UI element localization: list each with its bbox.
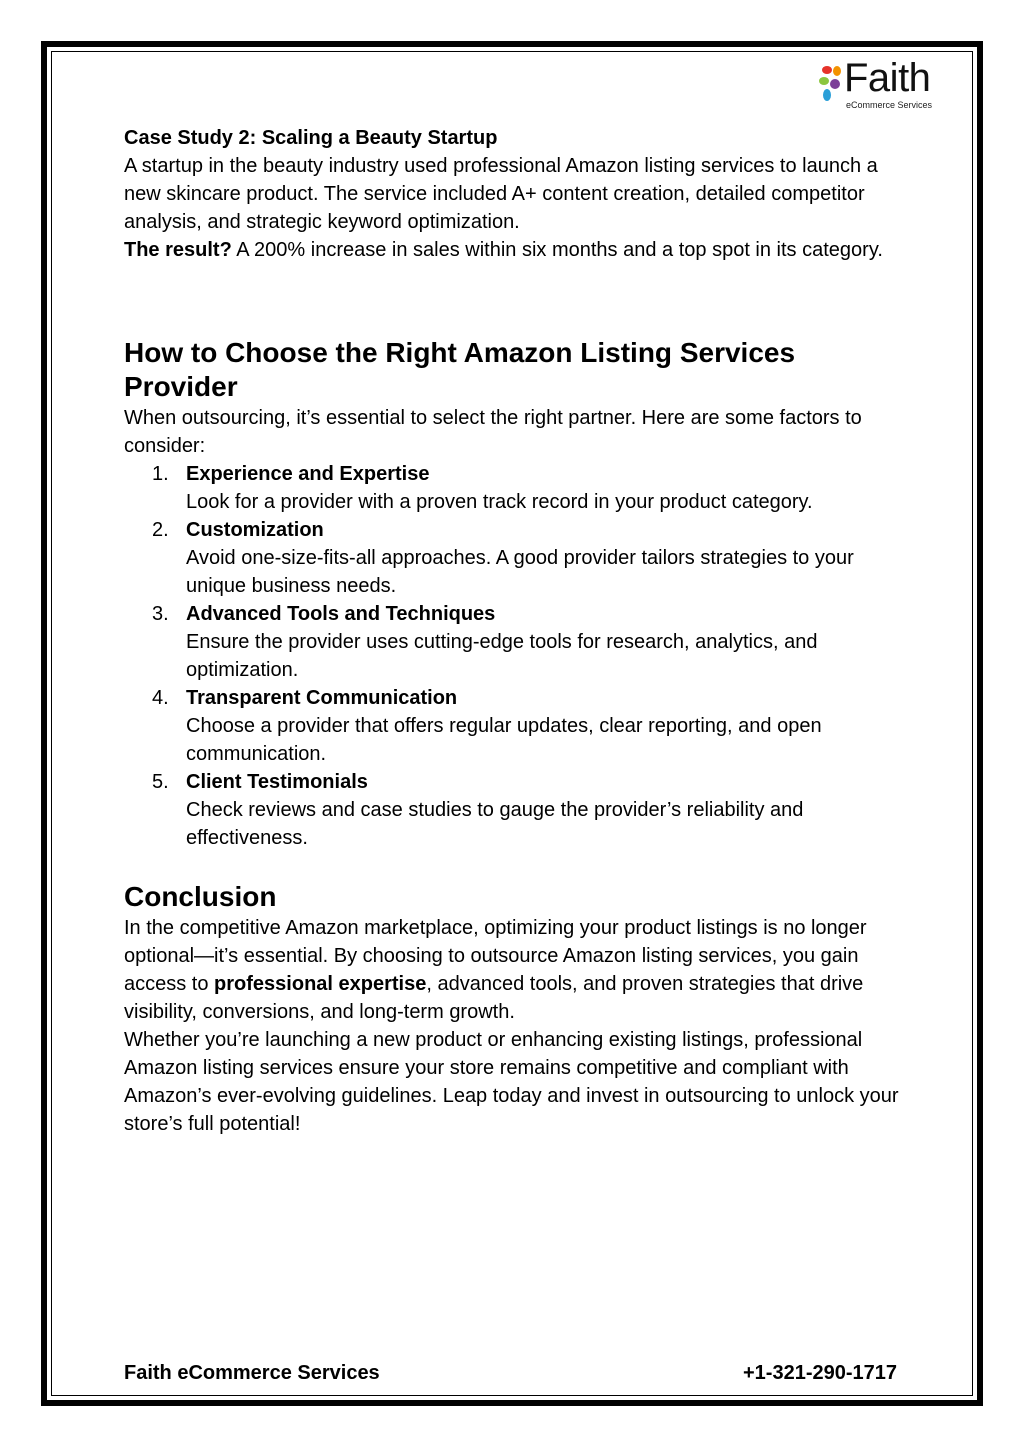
result-label: The result? xyxy=(124,239,232,261)
flower-icon xyxy=(818,62,844,106)
case-study-title: Case Study 2: Scaling a Beauty Startup xyxy=(124,127,498,149)
list-item-text: Look for a provider with a proven track record in your product category. xyxy=(186,491,813,513)
list-item: 2. Customization Avoid one-size-fits-all approaches. A good provider tailors strategies to your unique business needs. xyxy=(124,516,904,600)
choose-intro: When outsourcing, it’s essential to select the right partner. Here are some factors to consider: xyxy=(124,407,862,457)
list-item-text: Choose a provider that offers regular updates, clear reporting, and open communication. xyxy=(186,715,822,765)
list-item: 5. Client Testimonials Check reviews and case studies to gauge the provider’s reliability and effectiveness. xyxy=(124,768,904,852)
logo-wordmark: Faith xyxy=(844,56,931,100)
list-item-title: Transparent Communication xyxy=(186,687,458,709)
list-item: 4. Transparent Communication Choose a provider that offers regular updates, clear reporting, and open communication. xyxy=(124,684,904,768)
list-item-title: Customization xyxy=(186,519,324,541)
conclusion-paragraph-1: In the competitive Amazon marketplace, optimizing your product listings is no longer optional—it’s essential. By choosing to outsource Amazon listing services, you gain access to professional expertise, advanced tools, and proven strategies that drive visibility, conversions, and long-term growth. xyxy=(124,917,867,1023)
logo-tagline: eCommerce Services xyxy=(846,100,933,110)
choose-provider-heading: How to Choose the Right Amazon Listing Services Provider xyxy=(124,337,796,402)
conclusion-heading: Conclusion xyxy=(124,881,277,912)
case-study-body: A startup in the beauty industry used professional Amazon listing services to launch a new skincare product. The service included A+ content creation, detailed competitor analysis, and strategic keyword optimization. xyxy=(124,155,878,233)
list-item-title: Advanced Tools and Techniques xyxy=(186,603,496,625)
footer-phone: +1-321-290-1717 xyxy=(742,1362,897,1384)
result-text: A 200% increase in sales within six months and a top spot in its category. xyxy=(231,239,883,261)
list-item-title: Experience and Expertise xyxy=(186,463,430,485)
list-item-text: Avoid one-size-fits-all approaches. A good provider tailors strategies to your unique business needs. xyxy=(186,547,854,597)
document-body xyxy=(124,124,904,1138)
list-item-text: Ensure the provider uses cutting-edge tools for research, analytics, and optimization. xyxy=(186,631,818,681)
page-footer xyxy=(124,1359,897,1387)
factors-list xyxy=(124,460,904,852)
list-item: 1. Experience and Expertise Look for a provider with a proven track record in your product category. xyxy=(124,460,904,516)
conclusion-paragraph-2: Whether you’re launching a new product or enhancing existing listings, professional Amazon listing services ensure your store remains competitive and compliant with Amazon’s ever-evolving guidelines. Leap today and invest in outsourcing to unlock your store’s full potential! xyxy=(124,1029,899,1135)
list-item: 3. Advanced Tools and Techniques Ensure the provider uses cutting-edge tools for research, analytics, and optimization. xyxy=(124,600,904,684)
faith-logo xyxy=(818,56,960,112)
professional-expertise-emphasis: professional expertise xyxy=(214,973,427,995)
list-item-text: Check reviews and case studies to gauge the provider’s reliability and effectiveness. xyxy=(186,799,804,849)
list-item-title: Client Testimonials xyxy=(186,771,368,793)
footer-company: Faith eCommerce Services xyxy=(124,1362,380,1384)
case-study-result xyxy=(124,236,904,264)
